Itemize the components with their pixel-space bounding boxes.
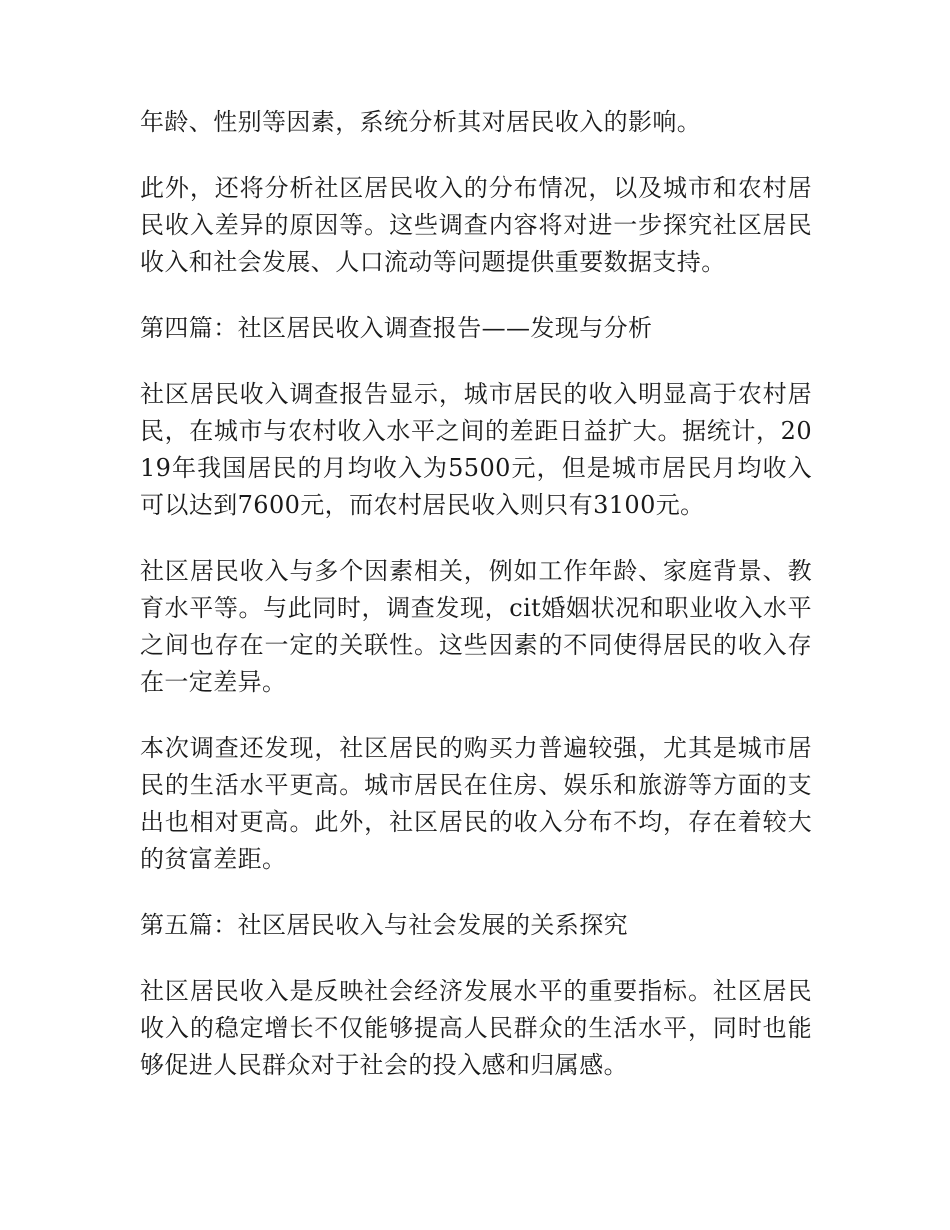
section-heading-part-four: 第四篇：社区居民收入调查报告——发现与分析 <box>140 314 653 342</box>
section-heading-part-five: 第五篇：社区居民收入与社会发展的关系探究 <box>140 911 628 939</box>
paragraph-purchasing-power: 本次调查还发现，社区居民的购买力普遍较强，尤其是城市居民的生活水平更高。城市居民在住房、娱乐和旅游等方面的支出也相对更高。此外，社区居民的收入分布不均，存在着较大的贫富差距。 <box>140 734 812 873</box>
document-body <box>140 104 812 1113</box>
paragraph-survey-findings: 社区居民收入调查报告显示，城市居民的收入明显高于农村居民，在城市与农村收入水平之间的差距日益扩大。据统计，2019年我国居民的月均收入为5500元，但是城市居民月均收入可以达到7600元，而农村居民收入则只有3100元。 <box>140 380 812 519</box>
paragraph-income-factors: 社区居民收入与多个因素相关，例如工作年龄、家庭背景、教育水平等。与此同时，调查发现，cit婚姻状况和职业收入水平之间也存在一定的关联性。这些因素的不同使得居民的收入存在一定差异。 <box>140 557 812 696</box>
paragraph-income-distribution: 此外，还将分析社区居民收入的分布情况，以及城市和农村居民收入差异的原因等。这些调查内容将对进一步探究社区居民收入和社会发展、人口流动等问题提供重要数据支持。 <box>140 174 812 276</box>
paragraph-continuation: 年龄、性别等因素，系统分析其对居民收入的影响。 <box>140 108 702 136</box>
paragraph-income-development: 社区居民收入是反映社会经济发展水平的重要指标。社区居民收入的稳定增长不仅能够提高人民群众的生活水平，同时也能够促进人民群众对于社会的投入感和归属感。 <box>140 977 812 1079</box>
